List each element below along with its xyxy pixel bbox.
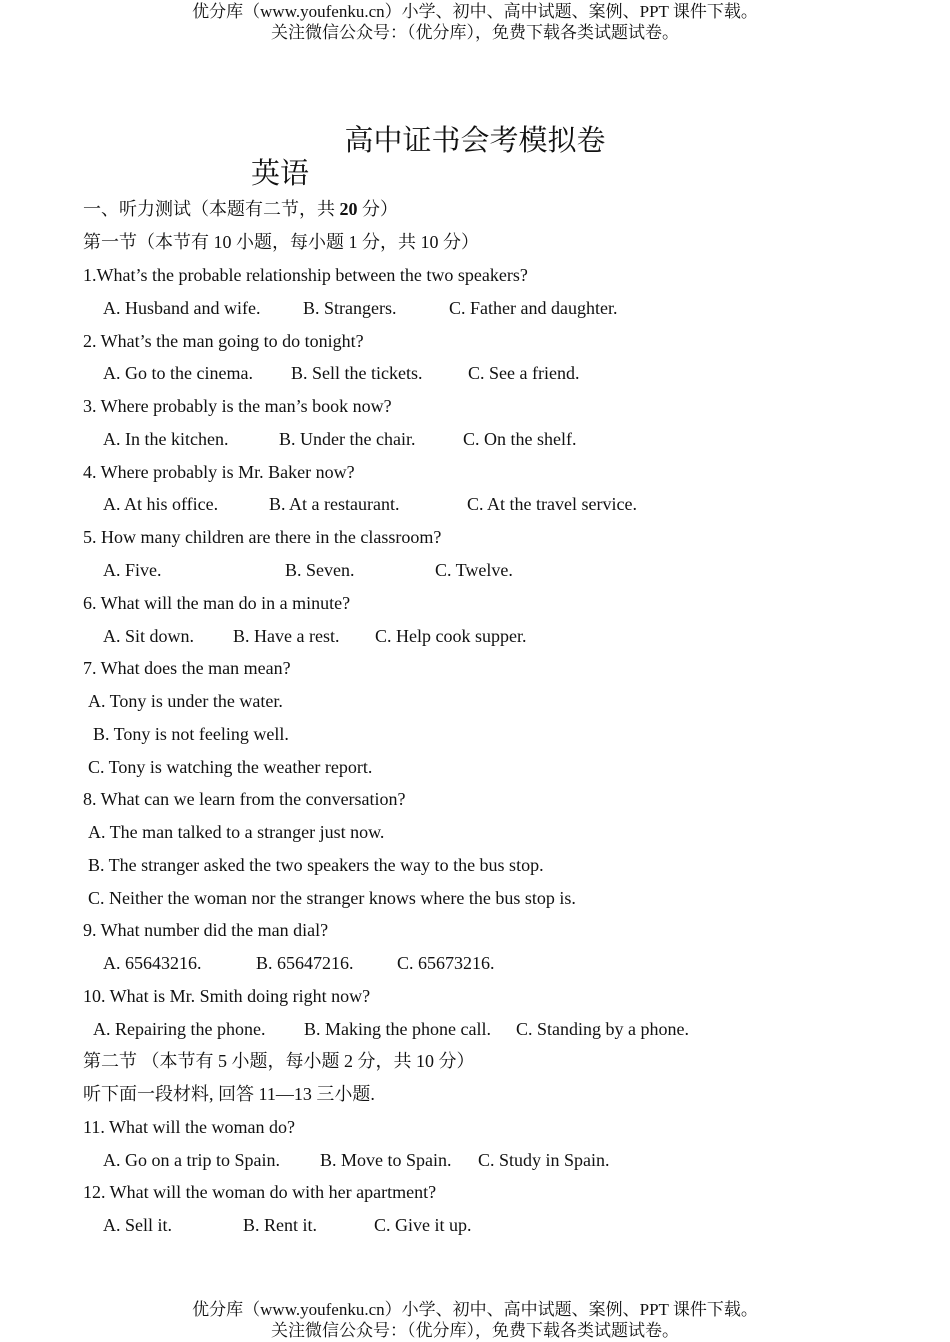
q5-option-a: A. Five. xyxy=(103,560,162,580)
q2-option-b: B. Sell the tickets. xyxy=(291,363,423,383)
question-3: 3. Where probably is the man’s book now? xyxy=(83,396,392,416)
q5-option-c: C. Twelve. xyxy=(435,560,513,580)
question-10: 10. What is Mr. Smith doing right now? xyxy=(83,986,371,1006)
question-9: 9. What number did the man dial? xyxy=(83,920,329,940)
footer-line-1: 优分库（www.youfenku.cn）小学、初中、高中试题、案例、PPT 课件下载。 xyxy=(192,1300,758,1319)
q1-option-c: C. Father and daughter. xyxy=(449,298,618,318)
part-heading-prefix: 一、听力测试（本题有二节，共 xyxy=(83,199,340,219)
question-6: 6. What will the man do in a minute? xyxy=(83,593,351,613)
q4-option-a: A. At his office. xyxy=(103,494,219,514)
q4-option-c: C. At the travel service. xyxy=(467,494,637,514)
q8-option-b: B. The stranger asked the two speakers the way to the bus stop. xyxy=(88,855,544,875)
q2-option-a: A. Go to the cinema. xyxy=(103,363,253,383)
question-2: 2. What’s the man going to do tonight? xyxy=(83,331,364,351)
q4-option-b: B. At a restaurant. xyxy=(269,494,400,514)
section-1-heading: 第一节（本节有 10 小题，每小题 1 分，共 10 分） xyxy=(83,232,479,252)
q6-option-c: C. Help cook supper. xyxy=(375,626,527,646)
q11-option-a: A. Go on a trip to Spain. xyxy=(103,1150,280,1170)
q9-option-a: A. 65643216. xyxy=(103,953,202,973)
header-line-2: 关注微信公众号：（优分库），免费下载各类试题试卷。 xyxy=(271,23,679,42)
q3-option-c: C. On the shelf. xyxy=(463,429,577,449)
part-heading xyxy=(83,198,398,220)
q7-option-b: B. Tony is not feeling well. xyxy=(93,724,289,744)
q10-option-c: C. Standing by a phone. xyxy=(516,1019,689,1039)
q2-option-c: C. See a friend. xyxy=(468,363,580,383)
q1-option-a: A. Husband and wife. xyxy=(103,298,261,318)
question-7: 7. What does the man mean? xyxy=(83,658,291,678)
part-heading-suffix: 分） xyxy=(357,199,398,219)
subject-title: 英语 xyxy=(251,158,310,190)
question-5: 5. How many children are there in the classroom? xyxy=(83,527,442,547)
part-heading-score: 20 xyxy=(339,199,358,219)
q3-option-a: A. In the kitchen. xyxy=(103,429,229,449)
q12-option-b: B. Rent it. xyxy=(243,1215,318,1235)
section-2-instruction: 听下面一段材料, 回答 11—13 三小题. xyxy=(83,1084,375,1104)
q12-option-a: A. Sell it. xyxy=(103,1215,173,1235)
q9-option-c: C. 65673216. xyxy=(397,953,495,973)
q1-option-b: B. Strangers. xyxy=(303,298,397,318)
q10-option-b: B. Making the phone call. xyxy=(304,1019,491,1039)
q8-option-c: C. Neither the woman nor the stranger knows where the bus stop is. xyxy=(88,888,576,908)
question-4: 4. Where probably is Mr. Baker now? xyxy=(83,462,355,482)
q12-option-c: C. Give it up. xyxy=(374,1215,472,1235)
q9-option-b: B. 65647216. xyxy=(256,953,354,973)
q6-option-a: A. Sit down. xyxy=(103,626,195,646)
question-12: 12. What will the woman do with her apartment? xyxy=(83,1182,437,1202)
q5-option-b: B. Seven. xyxy=(285,560,355,580)
page-title: 高中证书会考模拟卷 xyxy=(344,125,606,157)
q10-option-a: A. Repairing the phone. xyxy=(93,1019,266,1039)
footer-line-2: 关注微信公众号：（优分库），免费下载各类试题试卷。 xyxy=(271,1321,679,1340)
question-11: 11. What will the woman do? xyxy=(83,1117,295,1137)
q8-option-a: A. The man talked to a stranger just now. xyxy=(88,822,385,842)
q3-option-b: B. Under the chair. xyxy=(279,429,416,449)
q11-option-b: B. Move to Spain. xyxy=(320,1150,452,1170)
question-8: 8. What can we learn from the conversation? xyxy=(83,789,406,809)
question-1: 1.What’s the probable relationship between the two speakers? xyxy=(83,265,528,285)
q11-option-c: C. Study in Spain. xyxy=(478,1150,610,1170)
q6-option-b: B. Have a rest. xyxy=(233,626,340,646)
header-line-1: 优分库（www.youfenku.cn）小学、初中、高中试题、案例、PPT 课件下载。 xyxy=(192,2,758,21)
q7-option-c: C. Tony is watching the weather report. xyxy=(88,757,373,777)
q7-option-a: A. Tony is under the water. xyxy=(88,691,283,711)
section-2-heading: 第二节 （本节有 5 小题，每小题 2 分，共 10 分） xyxy=(83,1051,475,1071)
